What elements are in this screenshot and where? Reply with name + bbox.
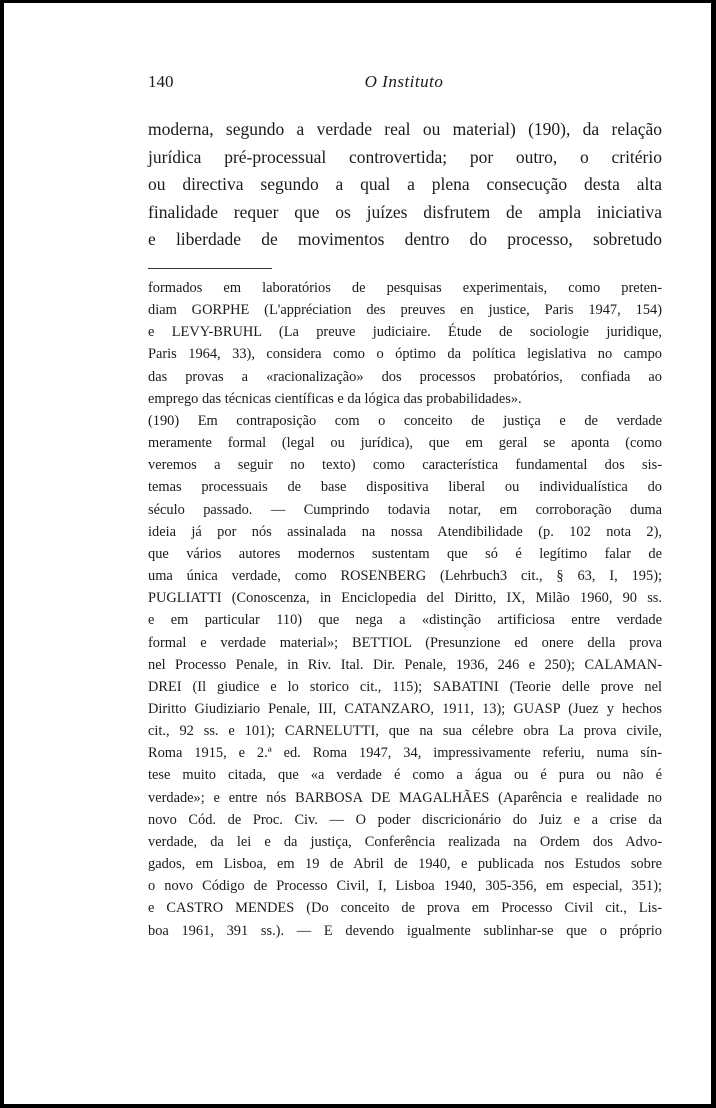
page-number: 140 — [148, 72, 174, 91]
footnote-line: formal e verdade material»; BETTIOL (Presunzione ed onere della prova — [148, 634, 662, 651]
body-line: jurídica pré-processual controvertida; por outro, o critério — [148, 146, 662, 167]
footnote-line: formados em laboratórios de pesquisas experimentais, como preten- — [148, 280, 662, 296]
footnotes — [148, 277, 662, 942]
footnote-line: tese muito citada, que «a verdade é como a água ou é pura ou não é — [148, 767, 662, 784]
footnote-line: meramente formal (legal ou jurídica), que em geral se aponta (como — [148, 435, 662, 452]
footnote-line: e CASTRO MENDES (Do conceito de prova em Processo Civil cit., Lis- — [148, 900, 662, 917]
page-header — [148, 72, 660, 94]
body-text — [148, 116, 662, 254]
footnote-line: nel Processo Penale, in Riv. Ital. Dir. Penale, 1936, 246 e 250); CALAMAN- — [148, 656, 662, 673]
footnote-line: uma única verdade, como ROSENBERG (Lehrbuch3 cit., § 63, I, 195); — [148, 568, 662, 585]
footnote-line: DREI (Il giudice e lo storico cit., 115); SABATINI (Teorie delle prove nel — [148, 678, 662, 695]
footnote-line: que vários autores modernos sustentam que só é legítimo falar de — [148, 545, 662, 562]
footnote-line: Paris 1964, 33), considera como o óptimo da política legislativa no campo — [148, 346, 662, 363]
running-title: O Instituto — [364, 72, 444, 91]
footnote-line: veremos a seguir no texto) como característica fundamental dos sis- — [148, 457, 662, 474]
footnote-line: verdade»; e entre nós BARBOSA DE MAGALHÃES (Aparência e realidade no — [148, 789, 662, 806]
footnote-line: temas processuais de base dispositiva liberal ou individualística do — [148, 479, 662, 496]
footnote-line: cit., 92 ss. e 101); CARNELUTTI, que na sua célebre obra La prova civile, — [148, 723, 662, 740]
footnote-line: e LEVY-BRUHL (La preuve judiciaire. Étude de sociologie juridique, — [148, 324, 662, 341]
footnote-line: das provas a «racionalização» dos processos probatórios, confiada ao — [148, 368, 662, 385]
footnote-line: gados, em Lisboa, em 19 de Abril de 1940, e publicada nos Estudos sobre — [148, 856, 662, 873]
body-line: finalidade requer que os juízes disfrutem de ampla iniciativa — [148, 201, 662, 222]
footnote-line: boa 1961, 391 ss.). — E devendo igualmente sublinhar-se que o próprio — [148, 922, 662, 939]
footnote-line: verdade, da lei e da justiça, Conferência realizada na Ordem dos Advo- — [148, 833, 662, 850]
body-line: moderna, segundo a verdade real ou material) (190), da relação — [148, 119, 662, 139]
footnote-line: e em particular 110) que nega a «distinção artificiosa entre verdade — [148, 612, 662, 629]
footnote-line: Roma 1915, e 2.ª ed. Roma 1947, 34, impressivamente referiu, numa sín- — [148, 745, 662, 762]
footnote-line: o novo Código de Processo Civil, I, Lisboa 1940, 305-356, em especial, 351); — [148, 878, 662, 895]
footnote-line: (190) Em contraposição com o conceito de justiça e de verdade — [148, 412, 662, 429]
footnote-line: ideia já por nós assinalada na nossa Atendibilidade (p. 102 nota 2), — [148, 523, 662, 540]
body-line: ou directiva segundo a qual a plena consecução desta alta — [148, 174, 662, 195]
body-line: e liberdade de movimentos dentro do processo, sobretudo — [148, 229, 662, 250]
footnote-line: diam GORPHE (L'appréciation des preuves en justice, Paris 1947, 154) — [148, 302, 662, 319]
footnote-separator — [148, 268, 272, 269]
footnote-line: emprego das técnicas científicas e da lógica das probabilidades». — [148, 390, 522, 407]
footnote-line: PUGLIATTI (Conoscenza, in Enciclopedia del Diritto, IX, Milão 1960, 90 ss. — [148, 590, 662, 607]
footnote-line: novo Cód. de Proc. Civ. — O poder discricionário do Juiz e a crise da — [148, 811, 662, 828]
footnote-line: Diritto Giudiziario Penale, III, CATANZARO, 1911, 13); GUASP (Juez y hechos — [148, 700, 662, 717]
footnote-line: século passado. — Cumprindo todavia notar, em corroboração duma — [148, 501, 662, 518]
